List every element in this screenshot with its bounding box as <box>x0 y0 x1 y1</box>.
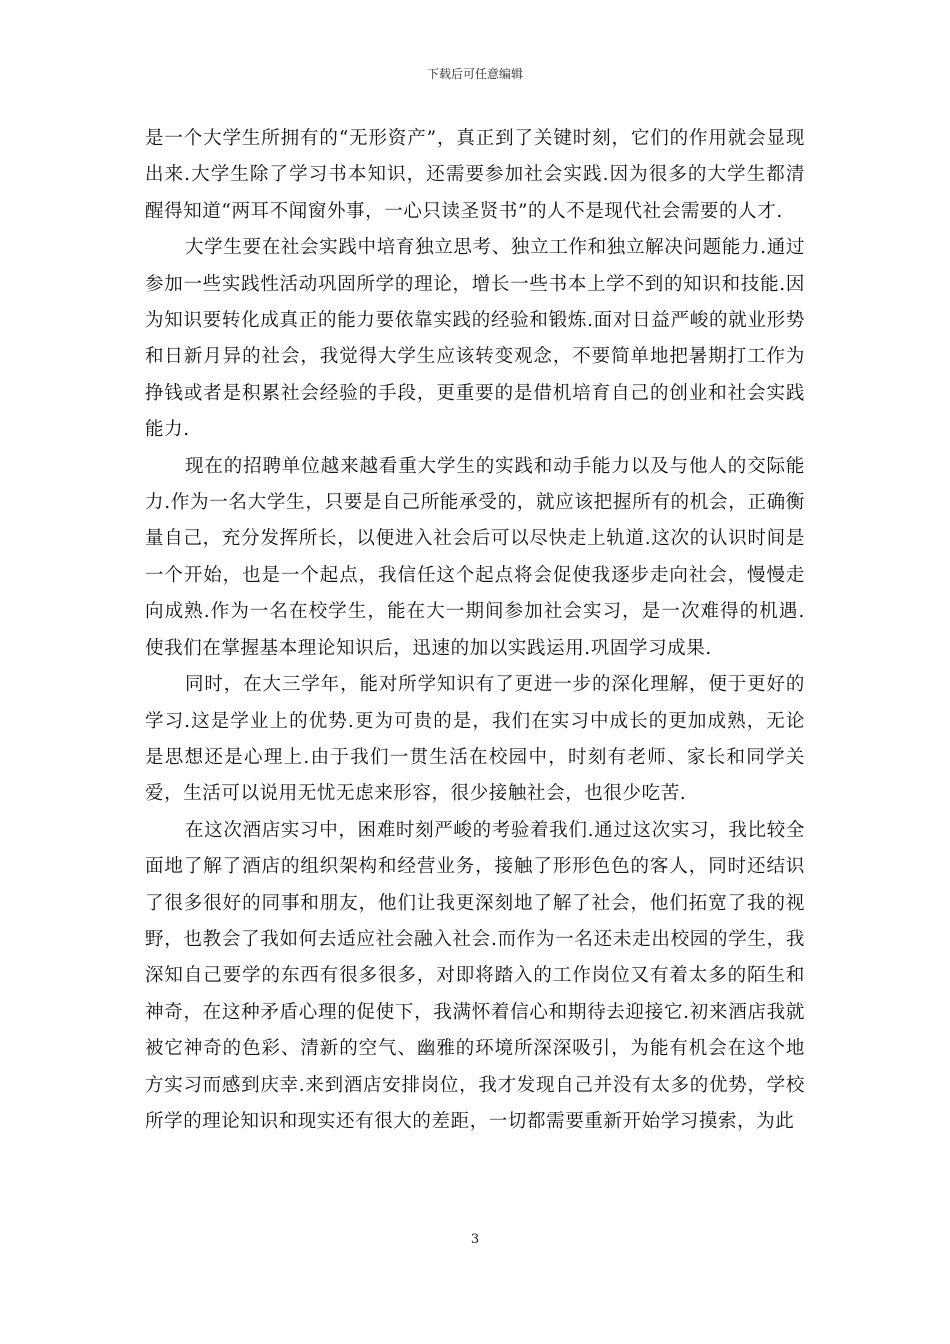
paragraph: 是一个大学生所拥有的“无形资产”，真正到了关键时刻，它们的作用就会显现出来.大学生除了学习书本知识，还需要参加社会实践.因为很多的大学生都清醒得知道“两耳不闻窗外事，一心只读圣贤书”的人不是现代社会需要的人才. <box>145 128 805 222</box>
page-number: 3 <box>470 1232 480 1247</box>
paragraph: 大学生要在社会实践中培育独立思考、独立工作和独立解决问题能力.通过参加一些实践性活动巩固所学的理论，增长一些书本上学不到的知识和技能.因为知识要转化成真正的能力要依靠实践的经验和锻炼.面对日益严峻的就业形势和日新月异的社会，我觉得大学生应该转变观念，不要简单地把暑期打工作为挣钱或者是积累社会经验的手段，更重要的是借机培育自己的创业和社会实践能力. <box>145 237 805 441</box>
paragraph: 同时，在大三学年，能对所学知识有了更进一步的深化理解，便于更好的学习.这是学业上的优势.更为可贵的是，我们在实习中成长的更加成熟，无论是思想还是心理上.由于我们一贯生活在校园中，时刻有老师、家长和同学关爱，生活可以说用无忧无虑来形容，很少接触社会，也很少吃苦. <box>145 674 805 805</box>
document-body <box>145 121 805 1140</box>
paragraph: 现在的招聘单位越来越看重大学生的实践和动手能力以及与他人的交际能力.作为一名大学生，只要是自己所能承受的，就应该把握所有的机会，正确衡量自己，充分发挥所长，以便进入社会后可以尽快走上轨道.这次的认识时间是一个开始，也是一个起点，我信任这个起点将会促使我逐步走向社会，慢慢走向成熟.作为一名在校学生，能在大一期间参加社会实习，是一次难得的机遇.使我们在掌握基本理论知识后，迅速的加以实践运用.巩固学习成果. <box>145 455 805 659</box>
paragraph: 在这次酒店实习中，困难时刻严峻的考验着我们.通过这次实习，我比较全面地了解了酒店的组织架构和经营业务，接触了形形色色的客人，同时还结识了很多很好的同事和朋友，他们让我更深刻地了解了社会，他们拓宽了我的视野，也教会了我如何去适应社会融入社会.而作为一名还未走出校园的学生，我深知自己要学的东西有很多很多，对即将踏入的工作岗位又有着太多的陌生和神奇，在这种矛盾心理的促使下，我满怀着信心和期待去迎接它.初来酒店我就被它神奇的色彩、清新的空气、幽雅的环境所深深吸引，为能有机会在这个地方实习而感到庆幸.来到酒店安排岗位，我才发现自己并没有太多的优势，学校所学的理论知识和现实还有很大的差距，一切都需要重新开始学习摸索，为此 <box>145 819 805 1132</box>
page-header: 下载后可任意编辑 <box>426 67 523 81</box>
